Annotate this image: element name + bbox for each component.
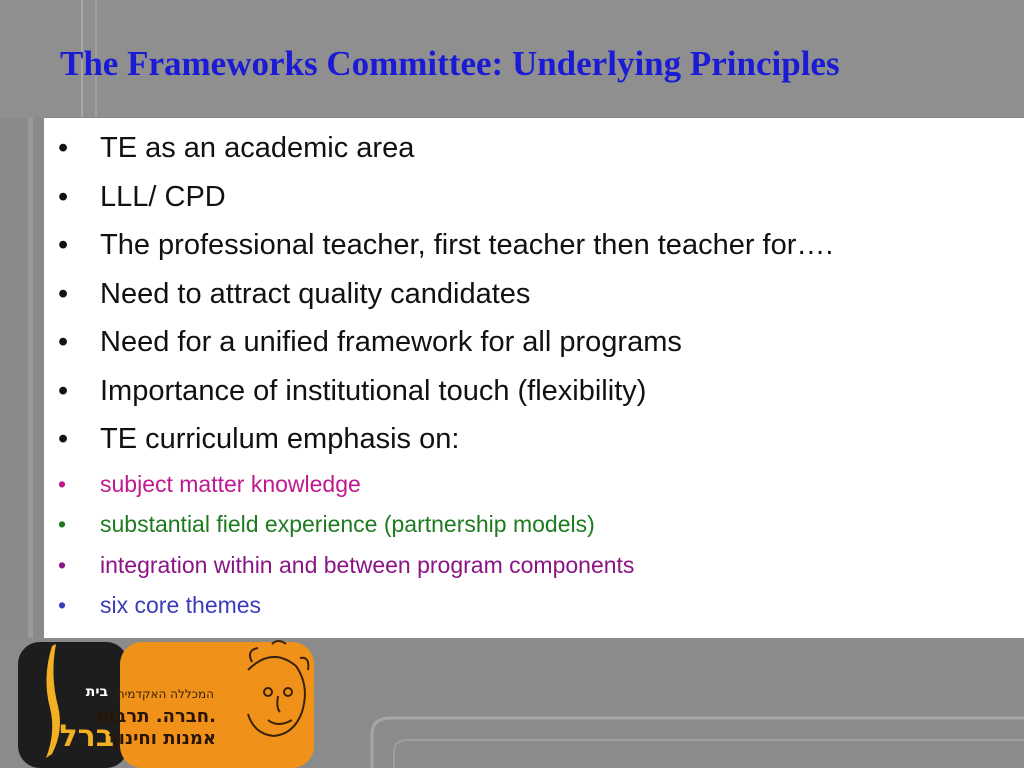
- bullet-marker: •: [58, 229, 69, 261]
- bullet-marker: •: [58, 326, 69, 358]
- bullet-marker: •: [58, 470, 67, 497]
- bullet-marker: •: [58, 423, 69, 455]
- logo-line-2: חברה. תרבות.: [96, 706, 216, 727]
- sub-bullet-item: [58, 504, 998, 545]
- bullet-marker: •: [58, 277, 69, 310]
- bullet-item: [58, 367, 998, 416]
- bullet-item: [58, 415, 998, 464]
- bullet-item: [58, 318, 998, 367]
- bullet-marker: •: [58, 180, 69, 213]
- bullet-marker: •: [58, 374, 69, 407]
- logo-line-1: המכללה האקדמית: [116, 687, 214, 701]
- bullet-item: [58, 124, 998, 173]
- bullet-text: TE as an academic area: [100, 132, 415, 164]
- sub-bullet-item: [58, 545, 998, 586]
- sub-bullet-text: substantial field experience (partnership models): [100, 511, 595, 537]
- bullet-item: [58, 221, 998, 270]
- bullet-text: Need to attract quality candidates: [100, 277, 531, 310]
- bullet-marker: •: [58, 511, 67, 537]
- logo-orange-panel: [120, 642, 314, 768]
- bullet-text: LLL/ CPD: [100, 180, 226, 213]
- logo-text-berl: ברל: [59, 719, 114, 754]
- bullet-item: [58, 173, 998, 222]
- bullet-text: TE curriculum emphasis on:: [100, 423, 460, 455]
- bullet-text: Importance of institutional touch (flexibility): [100, 374, 647, 407]
- college-logo: [16, 636, 314, 768]
- sub-bullet-item: [58, 585, 998, 626]
- logo-text-bait: בית: [85, 684, 108, 700]
- bullet-list: [58, 124, 998, 626]
- slide-title: The Frameworks Committee: Underlying Principles: [60, 44, 840, 83]
- bullet-marker: •: [58, 132, 69, 164]
- logo-line-3: אמנות וחינוך: [108, 728, 216, 749]
- bullet-item: [58, 270, 998, 319]
- sub-bullet-item: [58, 464, 998, 505]
- bullet-text: The professional teacher, first teacher then teacher for….: [100, 229, 834, 261]
- bullet-marker: •: [58, 592, 67, 618]
- bullet-marker: •: [58, 551, 67, 578]
- bullet-text: Need for a unified framework for all programs: [100, 326, 682, 358]
- sub-bullet-text: subject matter knowledge: [100, 470, 361, 497]
- sub-bullet-text: integration within and between program components: [100, 551, 635, 578]
- sub-bullet-text: six core themes: [100, 592, 262, 618]
